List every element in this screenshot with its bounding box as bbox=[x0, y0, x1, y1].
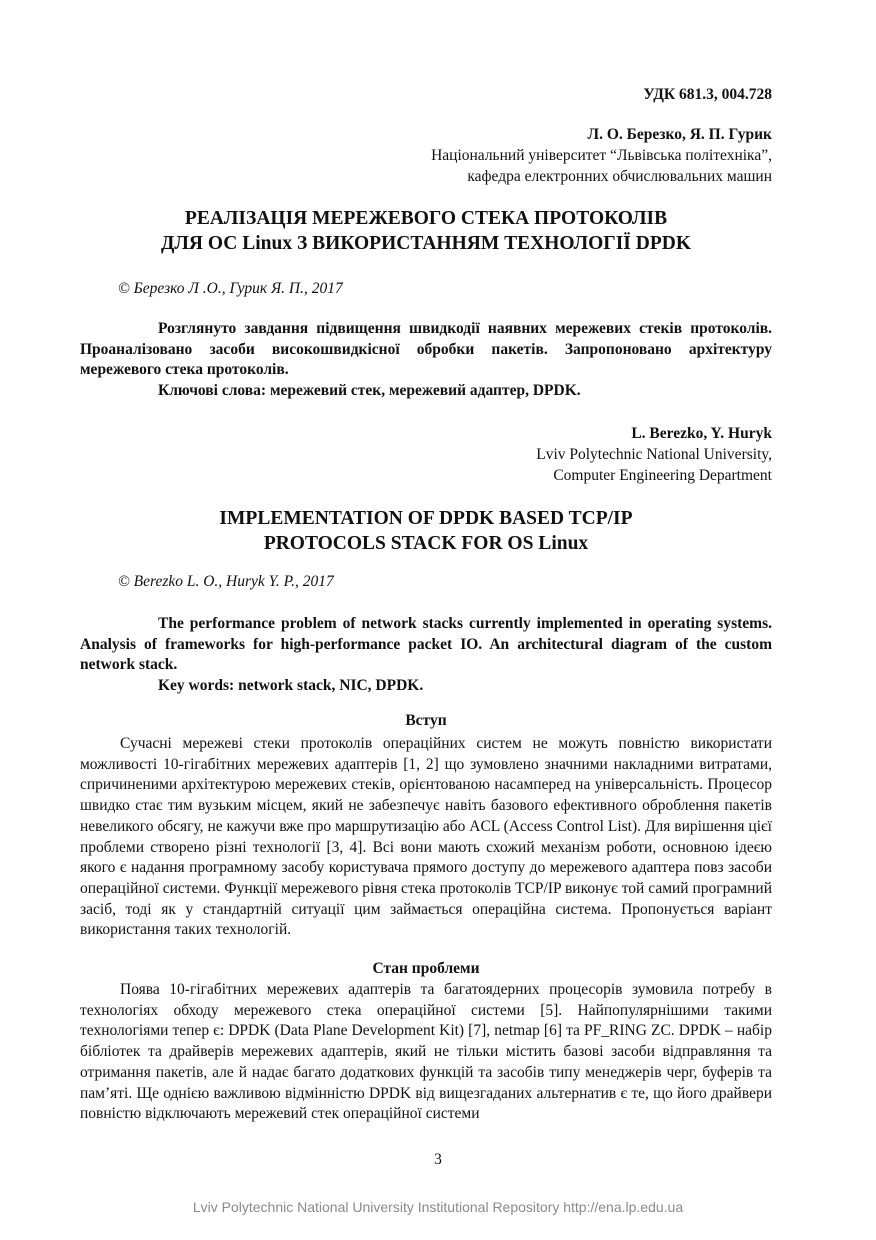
ua-authors: Л. О. Березко, Я. П. Гурик bbox=[587, 126, 772, 143]
en-affiliation-line1: Lviv Polytechnic National University, bbox=[536, 446, 772, 463]
section-heading-problem: Стан проблеми bbox=[372, 960, 480, 977]
page-number: 3 bbox=[434, 1151, 442, 1168]
en-keywords: Key words: network stack, NIC, DPDK. bbox=[158, 676, 424, 694]
en-title bbox=[80, 506, 772, 556]
section-intro-body bbox=[80, 734, 772, 941]
ua-affiliation-line1: Національний університет “Львівська політехніка”, bbox=[431, 147, 772, 164]
en-title-line2: PROTOCOLS STACK FOR OS Linux bbox=[263, 533, 589, 554]
ua-copyright: © Березко Л .О., Гурик Я. П., 2017 bbox=[118, 280, 343, 297]
ua-title-line1: РЕАЛІЗАЦІЯ МЕРЕЖЕВОГО СТЕКА ПРОТОКОЛІВ bbox=[184, 208, 668, 229]
ua-title-line2: ДЛЯ ОС Linux З ВИКОРИСТАННЯМ ТЕХНОЛОГІЇ DPDK bbox=[160, 233, 691, 254]
repository-footer: Lviv Polytechnic National University Institutional Repository http://ena.lp.edu.ua bbox=[192, 1199, 684, 1215]
en-title-line1: IMPLEMENTATION OF DPDK BASED TCP/IP bbox=[219, 508, 633, 529]
section-intro-paragraph: Сучасні мережеві стеки протоколів операційних систем не можуть повністю використати можливості 10-гігабітних мережевих адаптерів [1, 2] що зумовлено значними накладними витратами, спричиненими архітектурою мережевих стеків, орієнтованою насамперед на універсальність. Процесор швидко стає тим вузьким місцем, який не забезпечує навіть базового ефективного оброблення пакетів невеликого обсягу, не кажучи вже про маршрутизацію або ACL (Access Control List). Для вирішення цієї проблеми створено різні технології [3, 4]. Всі вони мають схожий механізм роботи, основною ідеєю якого є надання програмному засобу користувача прямого доступу до мережевого адаптера повз засоби операційної системи. Функції мережевого рівня стека протоколів TCP/IP виконує той самий програмний засіб, тоді як у стандартній ситуації цим займається операційна система. Пропонується варіант використання таких технологій. bbox=[80, 735, 772, 939]
en-authors: L. Berezko, Y. Huryk bbox=[631, 425, 772, 442]
ua-title bbox=[80, 206, 772, 256]
ua-affiliation-line2: кафедра електронних обчислювальних машин bbox=[467, 168, 772, 185]
ua-abstract-text: Розглянуто завдання підвищення швидкодії наявних мережевих стеків протоколів. Проаналізовано засоби високошвидкісної обробки пакетів. Запропоновано архітектуру мережевого стека протоколів. bbox=[80, 320, 772, 378]
en-affiliation-line2: Computer Engineering Department bbox=[553, 467, 772, 484]
section-heading-intro: Вступ bbox=[405, 712, 447, 729]
section-problem-body bbox=[80, 980, 772, 1125]
ua-abstract bbox=[80, 319, 772, 401]
en-abstract-text: The performance problem of network stacks currently implemented in operating systems. Analysis of frameworks for high-performance packet IO. An architectural diagram of the custom network stack. bbox=[80, 615, 772, 673]
udk-code: УДК 681.3, 004.728 bbox=[643, 86, 772, 103]
ua-keywords: Ключові слова: мережевий стек, мережевий адаптер, DPDK. bbox=[158, 381, 581, 399]
en-abstract bbox=[80, 614, 772, 696]
en-copyright: © Berezko L. O., Huryk Y. P., 2017 bbox=[118, 573, 334, 590]
section-problem-paragraph: Поява 10-гігабітних мережевих адаптерів та багатоядерних процесорів зумовила потребу в технологіях обходу мережевого стека операційної системи [5]. Найпопулярнішими такими технологіями тепер є: DPDK (Data Plane Development Kit) [7], netmap [6] та PF_RING ZC. DPDK – набір бібліотек та драйверів мережевих адаптерів, який не тільки містить базові засоби відправляння та отримання пакетів, але й надає багато додаткових функцій та засобів типу менеджерів черг, буферів та пам’яті. Ще однією важливою відмінністю DPDK від вищезгаданих альтернатив є те, що його драйвери повністю відключають мережевий стек операційної системи bbox=[80, 981, 772, 1123]
